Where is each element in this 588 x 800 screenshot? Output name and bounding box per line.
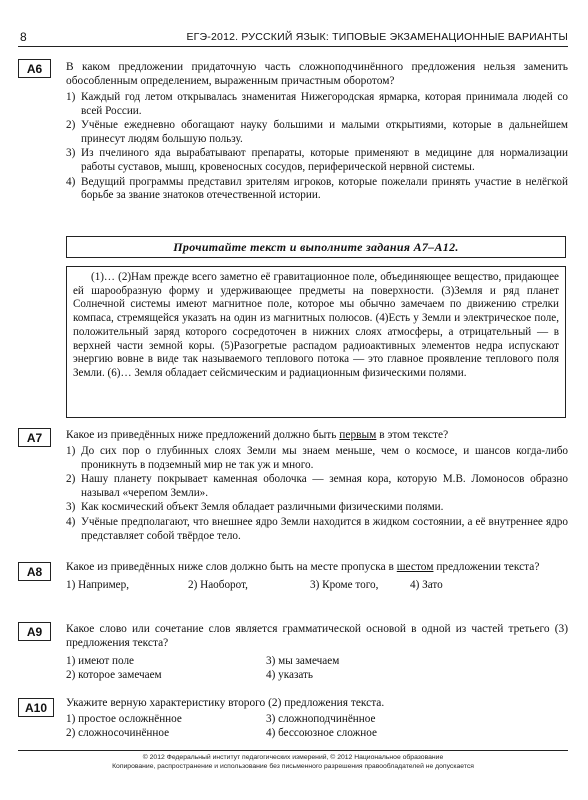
task-a9 [18, 622, 568, 682]
option: 3) сложноподчинённое [266, 713, 376, 725]
option: 1) До сих пор о глубинных слоях Земли мы знаем меньше, чем о космосе, и шансов когда-либо проникнуть в подземный мир не так уж и много. [66, 445, 568, 471]
task-a8-question: Какое из приведённых ниже слов должно быть на месте пропуска в шестом предложении текста? [66, 561, 540, 573]
option: 4) бессоюзное сложное [266, 727, 377, 739]
option: 4) Зато [410, 579, 443, 591]
task-a6-question: В каком предложении придаточную часть сложноподчинённого предложения нельзя заменить обособленным определением, выраженным причастным оборотом? [66, 61, 568, 87]
task-a8-options [66, 579, 568, 591]
option: 4) Учёные предполагают, что внешнее ядро Земли находится в жидком состоянии, а её внутреннее ядро представляет собой твёрдое тело. [66, 515, 568, 542]
task-a9-options [66, 654, 568, 682]
option: 2) которое замечаем [66, 669, 162, 681]
option: 4) указать [266, 669, 314, 681]
page-number: 8 [20, 30, 27, 44]
option: 2) сложносочинённое [66, 727, 170, 739]
option: 3) Из пчелиного яда вырабатывают препараты, которые применяют в медицине для нормализации работы суставов, мышц, кровеносных сосудов, периферической нервной системы. [66, 147, 568, 173]
option: 1) имеют поле [66, 655, 135, 667]
option: 2) Наоборот, [188, 579, 248, 591]
task-label-a6: А6 [18, 59, 51, 78]
option: 4) Ведущий программы представил зрителям игроков, которые пожелали принять участие в нелёгкой борьбе за звание знатоков отечественной истории. [66, 175, 568, 202]
page-header [18, 30, 568, 47]
reading-passage: (1)… (2)Нам прежде всего заметно её гравитационное поле, объединяющее вещество, придающее ей шарообразную форму и удерживающее предметы на поверхности. (3)Земля и ряд планет Солнечной системы имеют магнитное поле, которое мы обычно замечаем по движению стрелки компаса, стремящейся указать на один из магнитных полюсов. (4)Есть у Земли и электрическое поле, положительный заряд которого сосредоточен в нижних слоях атмосферы, а отрицательный — в верхней части земной коры. (5)Разогретые распадом радиоактивных элементов недра испускают энергию вовне в виде так называемого теплового потока — это главное проявление теплового поля Земли. (6)… Земля обладает сейсмическим и радиационным физическими полями. [66, 266, 566, 418]
task-a10-question: Укажите верную характеристику второго (2) предложения текста. [66, 697, 385, 709]
task-a7-question: Какое из приведённых ниже предложений должно быть первым в этом тексте? [66, 429, 449, 441]
instruction-box [66, 236, 566, 258]
option: 2) Нашу планету покрывает каменная оболочка — земная кора, которую М.В. Ломоносов образно называл «черепом Земли». [66, 473, 568, 499]
task-a9-question: Какое слово или сочетание слов является грамматической основой в одной из частей третьего (3) предложения текста? [66, 623, 568, 649]
task-a8 [18, 560, 568, 591]
task-a10-options [66, 712, 568, 740]
option: 1) простое осложнённое [66, 713, 182, 725]
option: 1) Каждый год летом открывалась знаменитая Нижегородская ярмарка, которая принимала людей со всей России. [66, 91, 568, 117]
task-a7 [18, 428, 568, 544]
task-a6 [18, 60, 568, 204]
task-label-a8: А8 [18, 562, 51, 581]
running-title: ЕГЭ-2012. РУССКИЙ ЯЗЫК: ТИПОВЫЕ ЭКЗАМЕНАЦИОННЫЕ ВАРИАНТЫ [186, 31, 568, 43]
copyright-line: © 2012 Федеральный институт педагогических измерений, © 2012 Национальное образование [142, 754, 444, 761]
task-a10 [18, 696, 568, 740]
task-a7-options [66, 445, 568, 543]
task-a6-options [66, 91, 568, 203]
option: 2) Учёные ежедневно обогащают науку большими и малыми открытиями, которые в дальнейшем принесут людям большую пользу. [66, 119, 568, 145]
task-label-a7: А7 [18, 428, 51, 447]
instruction-text: Прочитайте текст и выполните задания А7–А12. [173, 239, 459, 254]
option: 3) мы замечаем [266, 655, 340, 667]
page-footer [18, 750, 568, 771]
task-label-a10: А10 [18, 698, 54, 717]
option: 1) Например, [66, 579, 130, 591]
option: 3) Кроме того, [310, 579, 379, 591]
task-label-a9: А9 [18, 622, 51, 641]
copyright-notice: Копирование, распространение и использование без письменного разрешения правообладателей не допускается [112, 763, 474, 770]
option: 3) Как космический объект Земля обладает различными физическими полями. [66, 501, 444, 514]
